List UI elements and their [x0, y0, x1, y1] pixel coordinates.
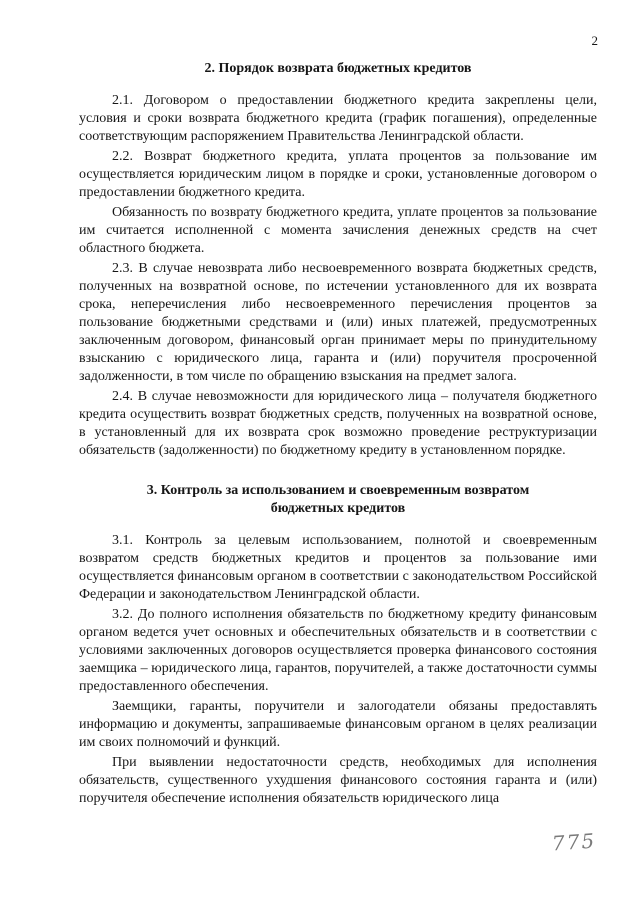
handwritten-page-mark: 775: [551, 828, 597, 856]
paragraph-3-1: 3.1. Контроль за целевым использованием, полнотой и своевременным возвратом средств бюджетных кредитов и процентов за пользование ими осуществляется финансовым органом в соответствии с законодательством Российской Федерации и законодательством Ленинградской области.: [79, 533, 597, 602]
paragraph-2-2-obligation: Обязанность по возврату бюджетного кредита, уплате процентов за пользование им считается исполненной с момента зачисления денежных средств на счет областного бюджета.: [79, 205, 597, 256]
page-number: 2: [591, 33, 598, 48]
paragraph-3-2-borrowers: Заемщики, гаранты, поручители и залогодатели обязаны предоставлять информацию и документы, запрашиваемые финансовым органом в целях реализации им своих полномочий и функций.: [79, 699, 597, 750]
document-body: [79, 60, 597, 808]
section-3-title: [79, 482, 597, 518]
paragraph-2-1: 2.1. Договором о предоставлении бюджетного кредита закреплены цели, условия и сроки возврата бюджетного кредита (график погашения), определенные соответствующим распоряжением Правительства Ленинградской области.: [79, 93, 597, 144]
paragraph-3-2: 3.2. До полного исполнения обязательств по бюджетному кредиту финансовым органом ведется учет основных и обеспечительных обязательств и в соответствии с условиями заключенных договоров осуществляется проверка финансового состояния заемщика – юридического лица, гарантов, поручителей, а также достаточности суммы предоставленного обеспечения.: [79, 607, 597, 694]
section-2-title: 2. Порядок возврата бюджетных кредитов: [204, 61, 472, 76]
paragraph-2-4: 2.4. В случае невозможности для юридического лица – получателя бюджетного кредита осуществить возврат бюджетных средств, полученных на возвратной основе, в установленный для их возврата срок возможно проведение реструктуризации обязательств (задолженности) по бюджетному кредиту в установленном порядке.: [79, 389, 597, 458]
section-3-title-line-1: 3. Контроль за использованием и своевременным возвратом: [146, 483, 530, 498]
paragraph-2-2: 2.2. Возврат бюджетного кредита, уплата процентов за пользование им осуществляется юридическим лицом в порядке и сроки, установленные договором о предоставлении бюджетного кредита.: [79, 149, 597, 200]
paragraph-2-3: 2.3. В случае невозврата либо несвоевременного возврата бюджетных средств, полученных на возвратной основе, по истечении установленного для их возврата срока, неперечисления либо несвоевременного перечисления процентов за пользование бюджетными средствами и (или) иных платежей, предусмотренных заключенным договором, финансовый орган принимает меры по принудительному взысканию с юридического лица, гаранта и (или) поручителя просроченной задолженности, в том числе по обращению взыскания на предмет залога.: [79, 261, 597, 384]
paragraph-3-2-insufficiency: При выявлении недостаточности средств, необходимых для исполнения обязательств, существенного ухудшения финансового состояния гаранта и (или) поручителя обеспечение исполнения обязательств юридического лица: [79, 755, 597, 806]
section-3-title-line-2: бюджетных кредитов: [270, 501, 406, 516]
